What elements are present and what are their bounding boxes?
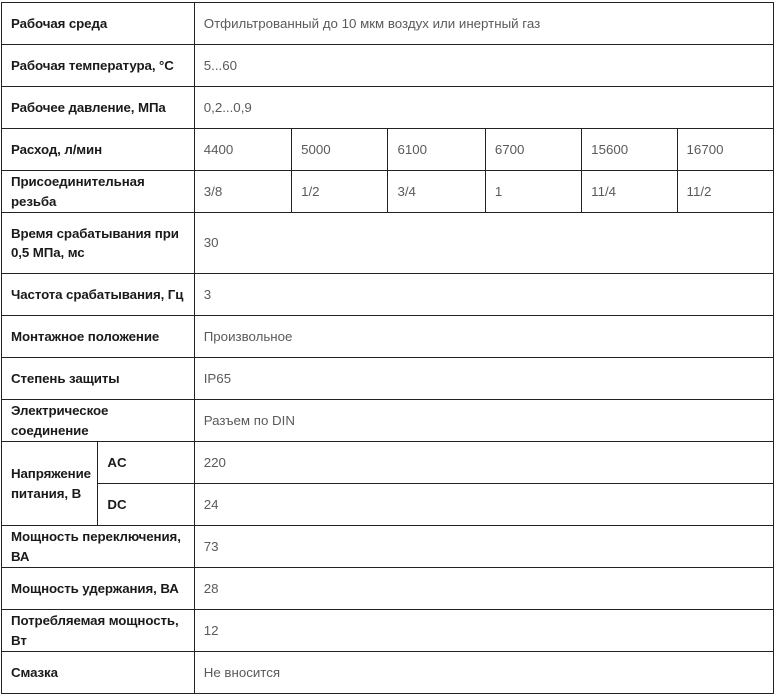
- table-row-supply-voltage-dc: [2, 484, 774, 526]
- row-value-flow-rate-6: 16700: [677, 129, 773, 171]
- specifications-table-body: [2, 3, 774, 694]
- row-value-response-frequency: 3: [194, 274, 773, 316]
- table-row-electrical-connection: [2, 400, 774, 442]
- table-row-working-medium: [2, 3, 774, 45]
- row-value-mounting-position: Произвольное: [194, 316, 773, 358]
- table-row-lubrication: [2, 652, 774, 694]
- row-value-supply-voltage-ac: 220: [194, 442, 773, 484]
- row-label-working-pressure: Рабочее давление, МПа: [2, 87, 195, 129]
- row-value-connection-thread-4: 1: [485, 171, 581, 213]
- row-value-switching-power: 73: [194, 526, 773, 568]
- row-value-flow-rate-3: 6100: [388, 129, 485, 171]
- row-value-protection-degree: IP65: [194, 358, 773, 400]
- row-value-consumed-power: 12: [194, 610, 773, 652]
- table-row-holding-power: [2, 568, 774, 610]
- table-row-supply-voltage-ac: [2, 442, 774, 484]
- table-row-working-temperature: [2, 45, 774, 87]
- row-value-working-temperature: 5...60: [194, 45, 773, 87]
- table-row-flow-rate: [2, 129, 774, 171]
- table-row-consumed-power: [2, 610, 774, 652]
- row-value-connection-thread-5: 11/4: [582, 171, 677, 213]
- row-value-supply-voltage-dc: 24: [194, 484, 773, 526]
- row-value-connection-thread-6: 11/2: [677, 171, 773, 213]
- row-label-protection-degree: Степень защиты: [2, 358, 195, 400]
- table-row-protection-degree: [2, 358, 774, 400]
- table-row-mounting-position: [2, 316, 774, 358]
- row-label-consumed-power: Потребляемая мощность, Вт: [2, 610, 195, 652]
- row-label-holding-power: Мощность удержания, ВА: [2, 568, 195, 610]
- table-row-connection-thread: [2, 171, 774, 213]
- row-label-mounting-position: Монтажное положение: [2, 316, 195, 358]
- row-label-supply-voltage: Напряжение питания, В: [2, 442, 98, 526]
- row-label-working-temperature: Рабочая температура, °С: [2, 45, 195, 87]
- table-row-response-frequency: [2, 274, 774, 316]
- row-label-response-frequency: Частота срабатывания, Гц: [2, 274, 195, 316]
- row-label-electrical-connection: Электрическое соединение: [2, 400, 195, 442]
- row-value-flow-rate-5: 15600: [582, 129, 677, 171]
- row-value-working-pressure: 0,2...0,9: [194, 87, 773, 129]
- row-label-switching-power: Мощность переключения, ВА: [2, 526, 195, 568]
- row-value-flow-rate-1: 4400: [194, 129, 291, 171]
- row-label-working-medium: Рабочая среда: [2, 3, 195, 45]
- row-label-response-time: Время срабатывания при 0,5 МПа, мс: [2, 213, 195, 274]
- row-value-response-time: 30: [194, 213, 773, 274]
- sub-label-supply-voltage-dc: DC: [98, 484, 194, 526]
- row-value-connection-thread-3: 3/4: [388, 171, 485, 213]
- row-value-lubrication: Не вносится: [194, 652, 773, 694]
- row-value-connection-thread-1: 3/8: [194, 171, 291, 213]
- row-value-flow-rate-2: 5000: [292, 129, 388, 171]
- table-row-response-time: [2, 213, 774, 274]
- row-label-connection-thread: Присоединительная резьба: [2, 171, 195, 213]
- specifications-table: [1, 2, 774, 694]
- row-label-flow-rate: Расход, л/мин: [2, 129, 195, 171]
- table-row-working-pressure: [2, 87, 774, 129]
- row-value-connection-thread-2: 1/2: [292, 171, 388, 213]
- table-row-switching-power: [2, 526, 774, 568]
- row-value-electrical-connection: Разъем по DIN: [194, 400, 773, 442]
- sub-label-supply-voltage-ac: AC: [98, 442, 194, 484]
- row-value-flow-rate-4: 6700: [485, 129, 581, 171]
- row-value-working-medium: Отфильтрованный до 10 мкм воздух или инертный газ: [194, 3, 773, 45]
- row-label-lubrication: Смазка: [2, 652, 195, 694]
- row-value-holding-power: 28: [194, 568, 773, 610]
